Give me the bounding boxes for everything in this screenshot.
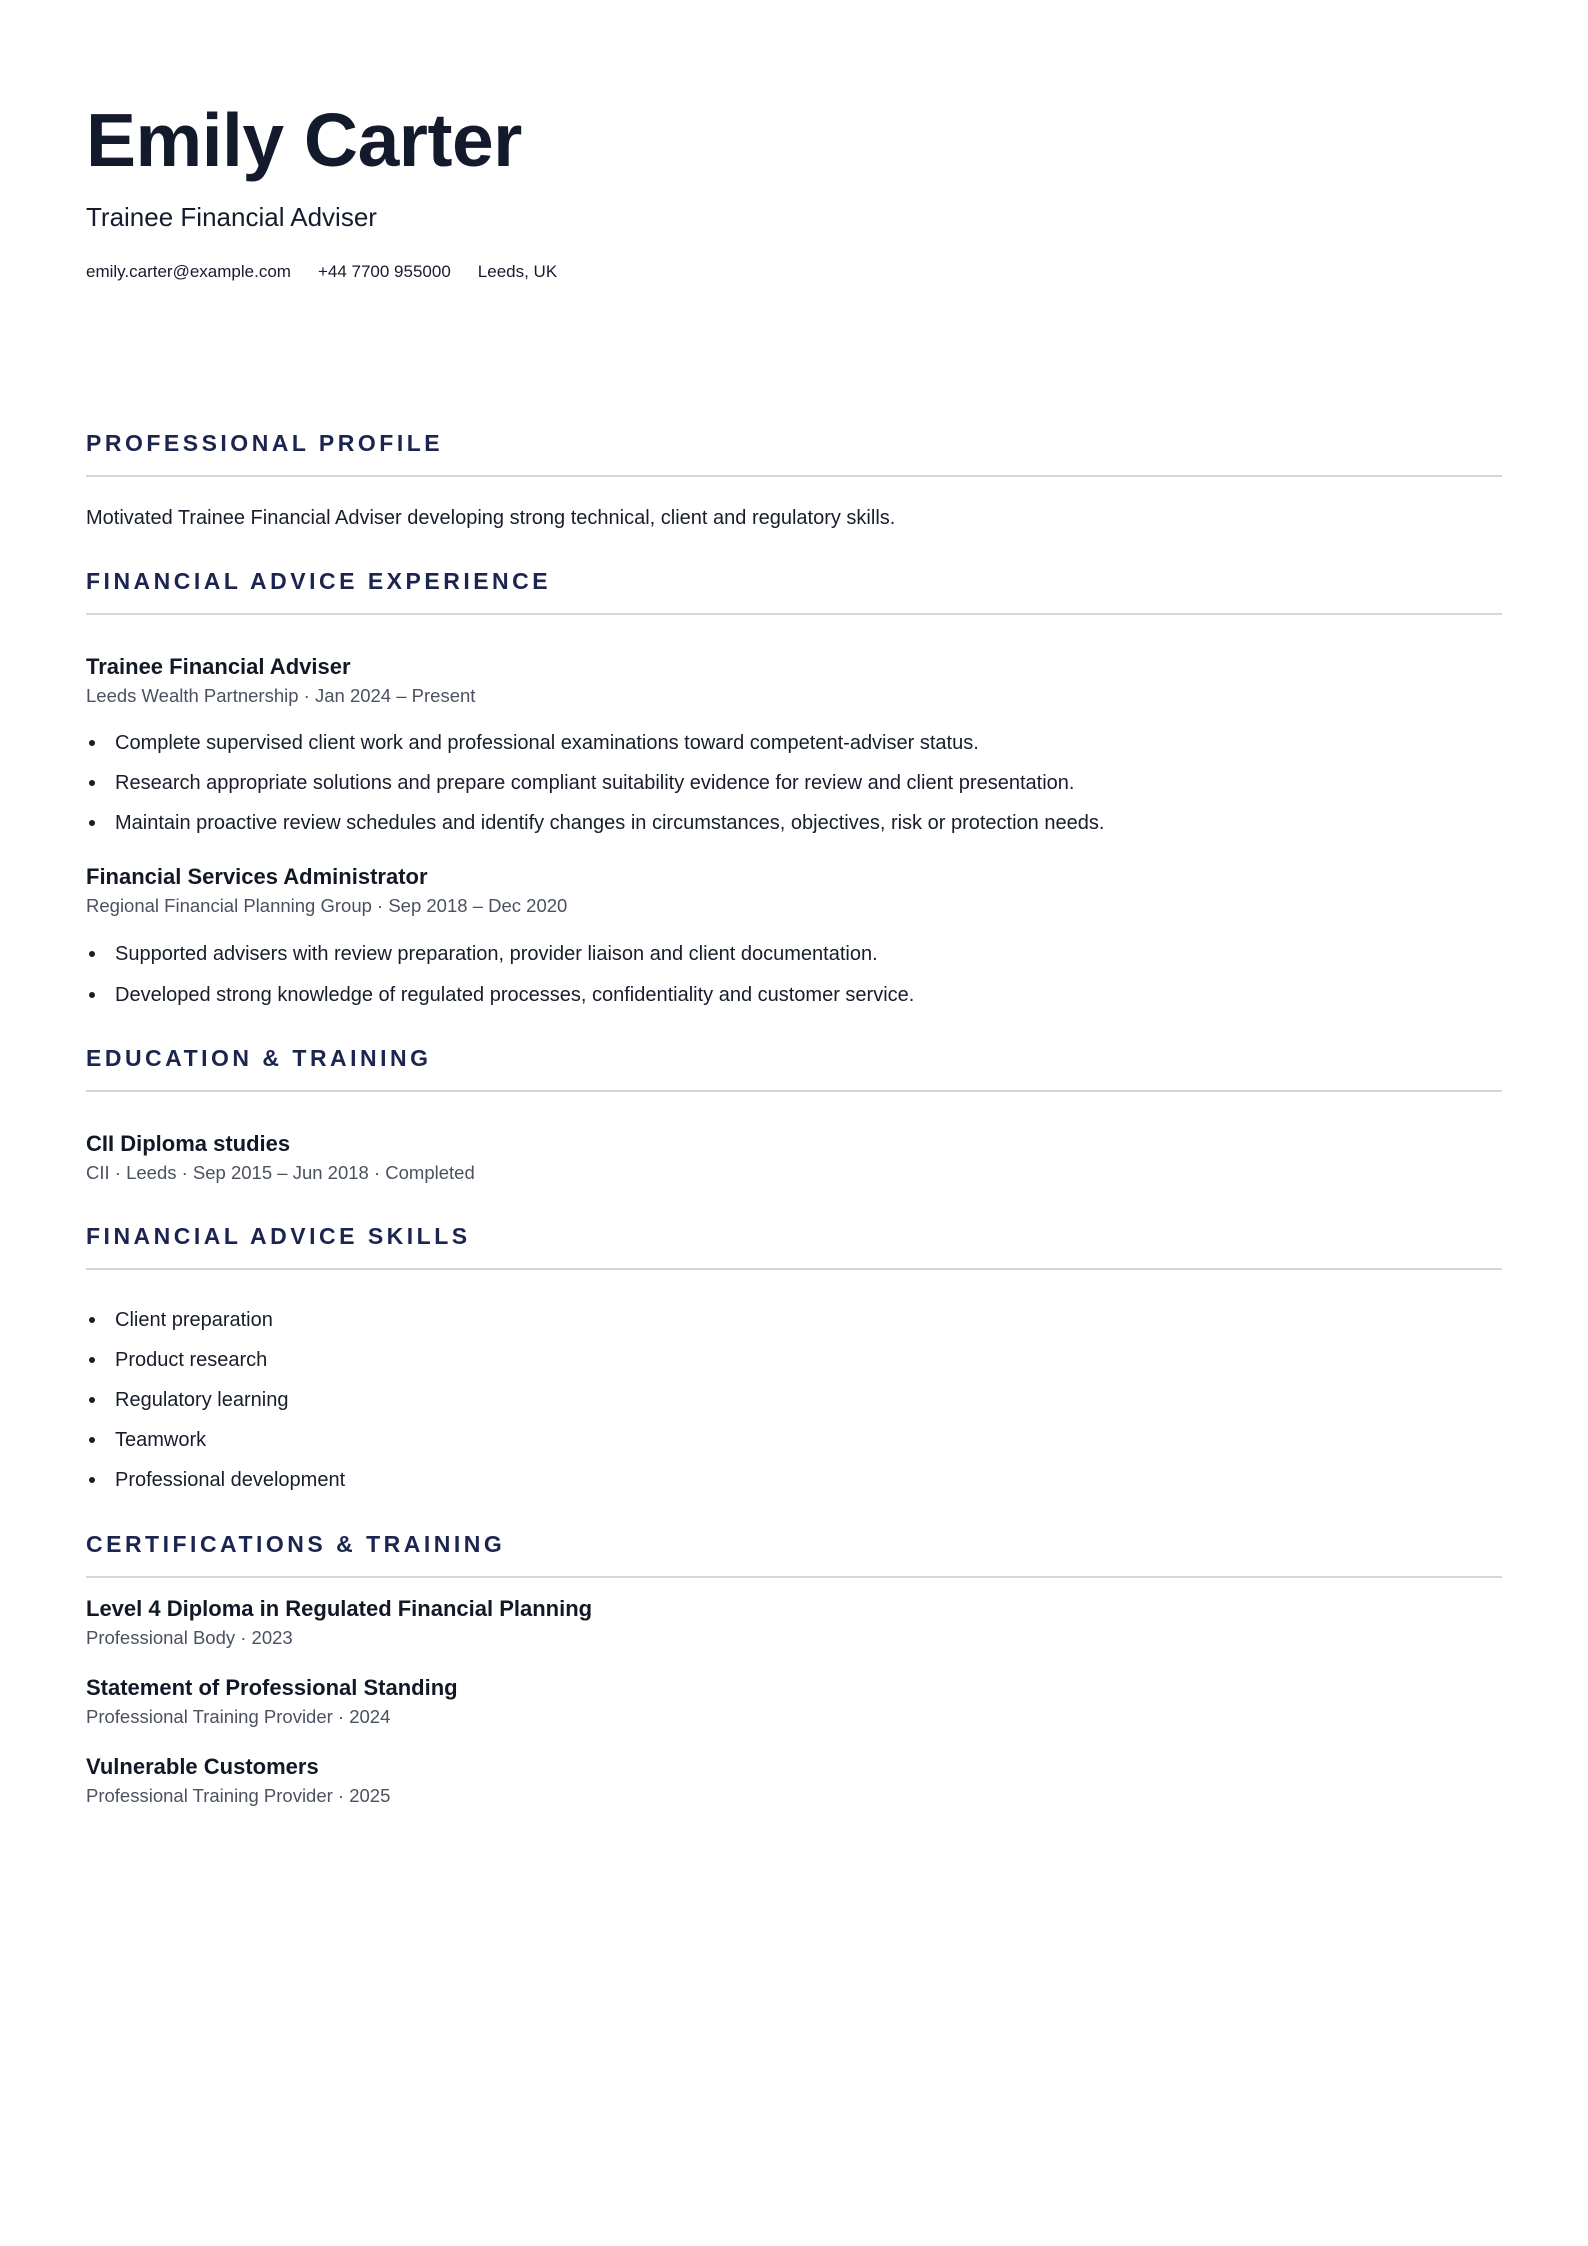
certification-title: Level 4 Diploma in Regulated Financial Planning xyxy=(86,1596,593,1621)
education-title: CII Diploma studies xyxy=(86,1131,291,1156)
bullet-item: Developed strong knowledge of regulated processes, confidentiality and customer service. xyxy=(86,982,1502,1008)
skills-list xyxy=(86,1307,1502,1493)
job-entry xyxy=(86,653,1502,836)
skill-item: Regulatory learning xyxy=(86,1387,1502,1413)
bullet-dot-icon xyxy=(89,740,95,746)
skill-item: Client preparation xyxy=(86,1307,1502,1333)
bullet-dot-icon xyxy=(89,1357,95,1363)
profile-section xyxy=(86,429,1502,531)
skill-item: Product research xyxy=(86,1347,1502,1373)
certification-entry xyxy=(86,1595,1502,1650)
bullet-dot-icon xyxy=(89,820,95,826)
bullet-dot-icon xyxy=(89,1477,95,1483)
section-heading: FINANCIAL ADVICE SKILLS xyxy=(86,1223,471,1249)
job-bullets xyxy=(86,730,1502,836)
skill-item: Professional development xyxy=(86,1467,1502,1493)
job-bullets xyxy=(86,941,1502,1008)
bullet-dot-icon xyxy=(89,1397,95,1403)
contact-row xyxy=(86,261,1502,283)
candidate-title: Trainee Financial Adviser xyxy=(86,202,377,232)
certifications-section xyxy=(86,1530,1502,1808)
profile-text: Motivated Trainee Financial Adviser developing strong technical, client and regulatory skills. xyxy=(86,507,896,529)
bullet-item: Supported advisers with review preparation, provider liaison and client documentation. xyxy=(86,941,1502,967)
contact-phone: +44 7700 955000 xyxy=(317,262,451,281)
bullet-item: Maintain proactive review schedules and identify changes in circumstances, objectives, risk or protection needs. xyxy=(86,810,1502,836)
bullet-dot-icon xyxy=(89,1437,95,1443)
section-divider xyxy=(86,1268,1502,1270)
section-heading: FINANCIAL ADVICE EXPERIENCE xyxy=(86,568,552,594)
certification-entry xyxy=(86,1674,1502,1729)
certification-meta: Professional Body · 2023 xyxy=(86,1627,293,1648)
certification-meta: Professional Training Provider · 2024 xyxy=(86,1706,391,1727)
bullet-dot-icon xyxy=(89,992,95,998)
section-divider xyxy=(86,1576,1502,1578)
skill-item: Teamwork xyxy=(86,1427,1502,1453)
section-divider xyxy=(86,475,1502,477)
contact-location: Leeds, UK xyxy=(477,262,558,281)
section-divider xyxy=(86,1090,1502,1092)
candidate-name: Emily Carter xyxy=(86,98,522,182)
education-entry xyxy=(86,1130,1502,1185)
job-entry xyxy=(86,863,1502,1008)
skills-section xyxy=(86,1222,1502,1493)
section-heading: EDUCATION & TRAINING xyxy=(86,1045,432,1071)
education-meta: CII · Leeds · Sep 2015 – Jun 2018 · Completed xyxy=(86,1162,475,1183)
bullet-item: Complete supervised client work and professional examinations toward competent-adviser status. xyxy=(86,730,1502,756)
experience-section xyxy=(86,567,1502,1008)
certification-entry xyxy=(86,1753,1502,1808)
bullet-dot-icon xyxy=(89,1317,95,1323)
bullet-dot-icon xyxy=(89,780,95,786)
section-heading: CERTIFICATIONS & TRAINING xyxy=(86,1531,506,1557)
job-title: Financial Services Administrator xyxy=(86,864,428,889)
contact-email: emily.carter@example.com xyxy=(86,262,291,281)
section-divider xyxy=(86,613,1502,615)
section-heading: PROFESSIONAL PROFILE xyxy=(86,430,444,456)
certification-meta: Professional Training Provider · 2025 xyxy=(86,1785,391,1806)
bullet-item: Research appropriate solutions and prepare compliant suitability evidence for review and client presentation. xyxy=(86,770,1502,796)
certification-title: Statement of Professional Standing xyxy=(86,1675,458,1700)
certification-title: Vulnerable Customers xyxy=(86,1754,319,1779)
job-meta: Leeds Wealth Partnership · Jan 2024 – Present xyxy=(86,685,476,706)
job-title: Trainee Financial Adviser xyxy=(86,654,351,679)
resume-header xyxy=(86,0,1502,283)
education-section xyxy=(86,1044,1502,1185)
bullet-dot-icon xyxy=(89,951,95,957)
job-meta: Regional Financial Planning Group · Sep 2018 – Dec 2020 xyxy=(86,895,568,916)
